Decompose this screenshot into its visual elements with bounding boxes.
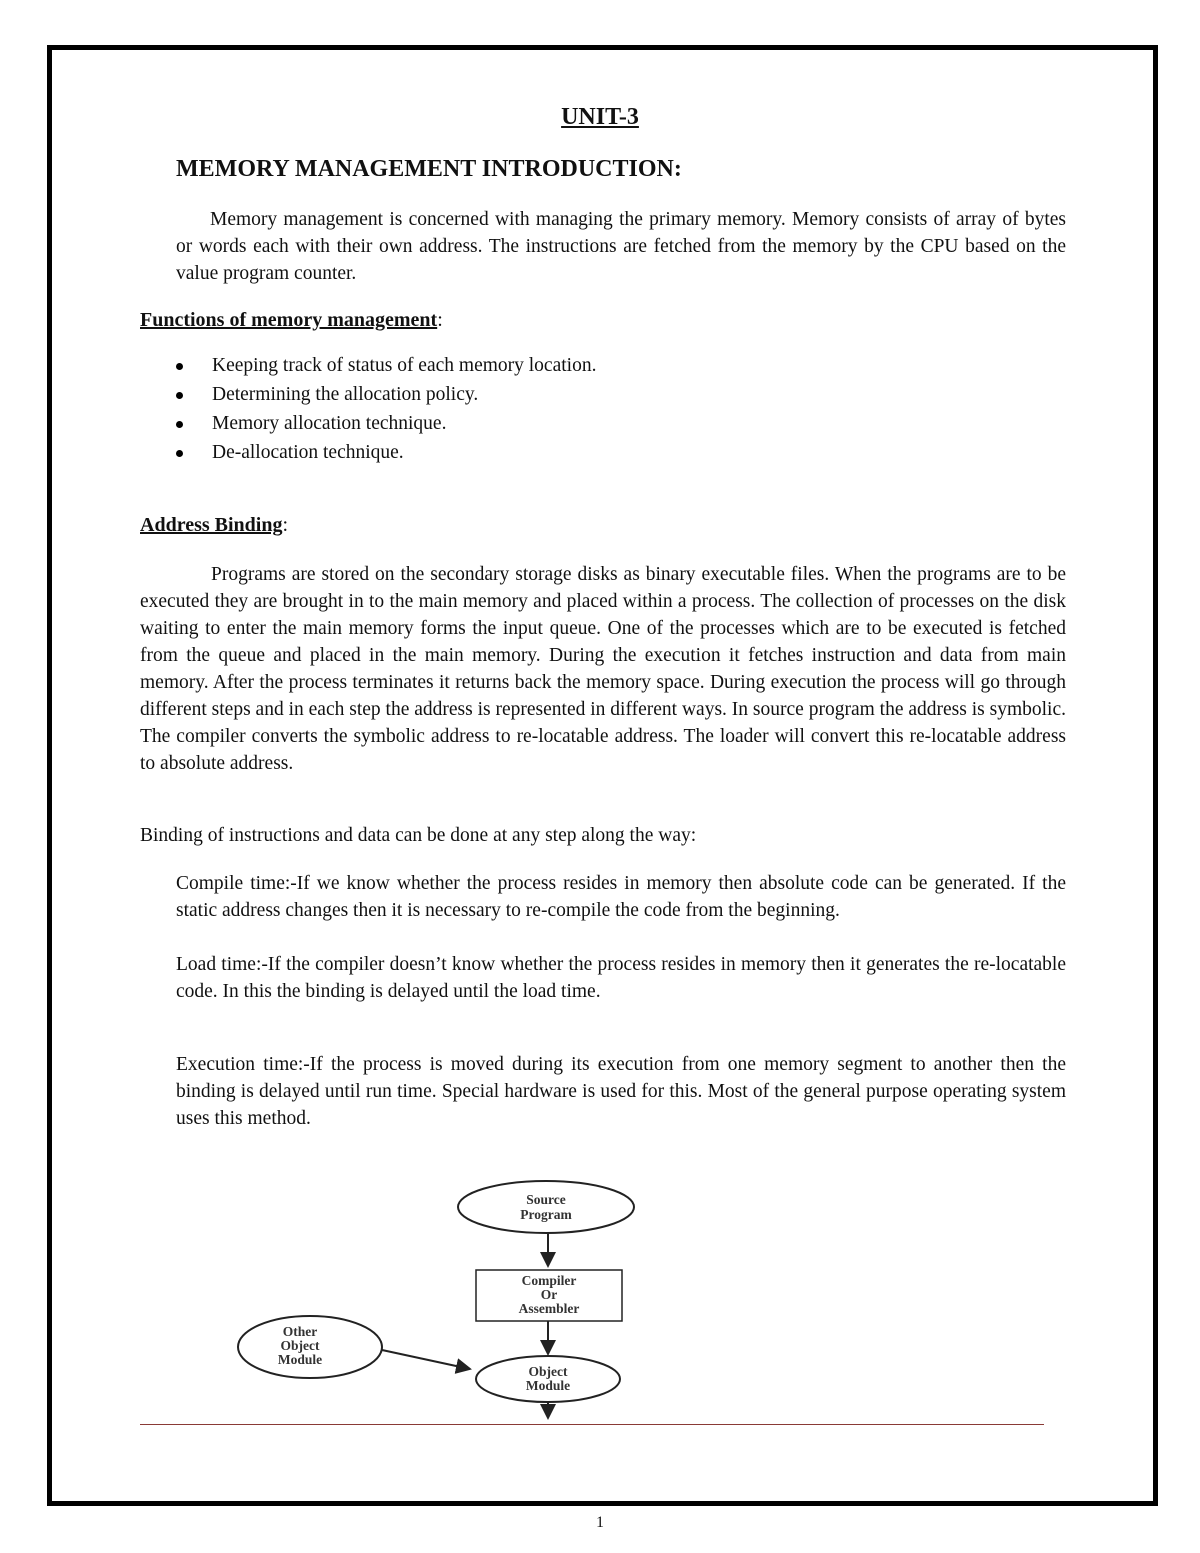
functions-heading-colon: : [437, 309, 443, 331]
functions-heading [140, 309, 443, 332]
functions-list [176, 351, 876, 467]
compiler-label-1: Compiler [521, 1273, 577, 1288]
arrow-other-to-object [382, 1350, 470, 1369]
address-binding-heading [140, 514, 288, 537]
address-binding-paragraph [140, 561, 1066, 777]
other-object-label-3: Module [277, 1352, 323, 1367]
page-number: 1 [596, 1514, 604, 1531]
compile-time-paragraph: Compile time:-If we know whether the process resides in memory then absolute code can be generated. If the static address changes then it is necessary to re-compile the code from the beginning. [176, 873, 1066, 921]
compiler-label-3: Assembler [518, 1301, 580, 1316]
source-program-label-2: Program [520, 1207, 572, 1222]
binding-steps-intro: Binding of instructions and data can be done at any step along the way: [140, 825, 697, 846]
intro-paragraph: Memory management is concerned with managing the primary memory. Memory consists of array of bytes or words each with their own address. The instructions are fetched from the memory by the CPU based on the value program counter. [176, 209, 1066, 284]
compiler-label-2: Or [540, 1287, 558, 1302]
load-time-paragraph: Load time:-If the compiler doesn’t know whether the process resides in memory then it generates the re-locatable code. In this the binding is delayed until the load time. [176, 954, 1066, 1002]
unit-title: UNIT-3 [561, 104, 639, 130]
list-item: Keeping track of status of each memory location. [176, 351, 876, 380]
footer-rule [140, 1424, 1044, 1425]
functions-heading-text: Functions of memory management [140, 309, 438, 331]
address-binding-heading-text: Address Binding [140, 514, 283, 536]
execution-time-paragraph: Execution time:-If the process is moved during its execution from one memory segment to another then the binding is delayed until run time. Special hardware is used for this. Most of the general purpose operating system uses this method. [176, 1054, 1066, 1129]
address-binding-diagram [230, 1180, 650, 1420]
address-binding-text: Programs are stored on the secondary storage disks as binary executable files. When the programs are to be executed they are brought in to the main memory and placed within a process. The collection of processes on the disk waiting to enter the main memory forms the input queue. One of the processes which are to be executed is fetched from the queue and placed in the main memory. During the execution it fetches instruction and data from main memory. After the process terminates it returns back the memory space. During execution the process will go through different steps and in each step the address is represented in different ways. In source program the address is symbolic. The compiler converts the symbolic address to re-locatable address. The loader will convert this re-locatable address to absolute address. [140, 564, 1066, 774]
address-binding-heading-colon: : [282, 514, 289, 536]
source-program-label-1: Source [526, 1192, 566, 1207]
list-item: Memory allocation technique. [176, 409, 876, 438]
object-module-label-2: Module [525, 1378, 571, 1393]
list-item: De-allocation technique. [176, 438, 876, 467]
object-module-label-1: Object [528, 1364, 568, 1379]
list-item: Determining the allocation policy. [176, 380, 876, 409]
other-object-label-2: Object [280, 1338, 320, 1353]
other-object-label-1: Other [282, 1324, 318, 1339]
main-heading: MEMORY MANAGEMENT INTRODUCTION: [176, 156, 682, 182]
